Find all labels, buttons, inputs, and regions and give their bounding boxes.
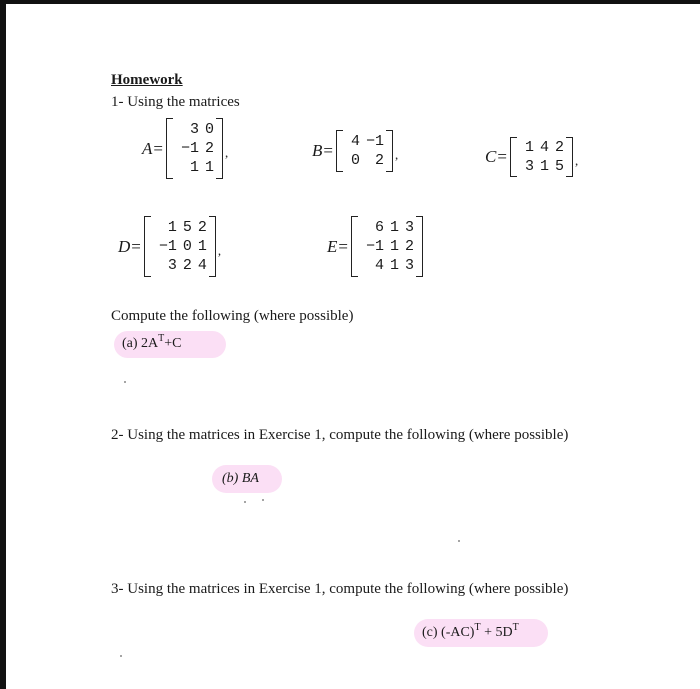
frame-top-border <box>0 0 700 4</box>
matrix-b-entry: 4 <box>350 133 360 150</box>
matrix-c-name: C <box>485 147 497 166</box>
matrix-a-entry: 2 <box>205 140 215 157</box>
matrix-a-entry: 1 <box>189 159 199 176</box>
matrix-d-name: D <box>118 236 131 256</box>
matrix-d-entry: 4 <box>197 257 207 274</box>
matrix-b-equals: = <box>323 141 333 160</box>
matrix-d-right-bracket <box>209 216 216 277</box>
matrix-a-equals: = <box>153 138 163 158</box>
matrix-e-entry: 3 <box>405 219 415 236</box>
matrix-c-right-bracket <box>566 137 573 177</box>
matrix-e-equals: = <box>338 236 348 256</box>
matrix-e-entry: −1 <box>365 238 384 255</box>
matrix-a-entry: −1 <box>180 140 199 157</box>
matrix-d-left-bracket <box>144 216 151 277</box>
matrix-b-entries <box>343 130 386 172</box>
heading: Homework <box>111 72 183 88</box>
q1-compute: Compute the following (where possible) <box>111 308 354 324</box>
matrix-d-entry: 0 <box>182 238 192 255</box>
q2-text: 2- Using the matrices in Exercise 1, compute the following (where possible) <box>111 427 569 443</box>
matrix-d-comma: , <box>217 242 222 258</box>
matrix-b-entry: 2 <box>375 152 385 169</box>
matrix-a-entry: 1 <box>205 159 215 176</box>
matrix-b <box>312 130 398 172</box>
matrix-a-entry: 0 <box>205 121 215 138</box>
matrix-e-entry: 1 <box>390 257 400 274</box>
part-a-sup: T <box>158 333 165 344</box>
part-c-sup2: T <box>512 622 519 633</box>
frame-left-border <box>0 0 6 689</box>
matrix-c-entry: 5 <box>554 158 564 175</box>
matrix-e <box>327 216 423 277</box>
matrix-d-entry: 5 <box>182 219 192 236</box>
matrix-e-left-bracket <box>351 216 358 277</box>
matrix-a-comma: , <box>225 144 229 160</box>
matrix-c-entry: 3 <box>524 158 534 175</box>
matrix-c-comma: , <box>574 153 579 168</box>
matrix-e-entry: 1 <box>390 219 400 236</box>
matrix-b-entry: −1 <box>366 133 385 150</box>
matrix-a <box>142 118 228 179</box>
matrix-b-left-bracket <box>336 130 343 172</box>
part-c <box>422 622 519 641</box>
matrix-b-name: B <box>312 141 323 160</box>
matrix-e-entry: 6 <box>374 219 384 236</box>
matrix-c-entry: 2 <box>554 139 564 156</box>
matrix-c-left-bracket <box>510 137 517 177</box>
matrix-e-name: E <box>327 236 338 256</box>
stray-mark <box>262 499 264 501</box>
matrix-b-right-bracket <box>386 130 393 172</box>
matrix-d-entry: 2 <box>182 257 192 274</box>
matrix-e-entry: 3 <box>405 257 415 274</box>
matrix-d-entries <box>151 216 209 277</box>
matrix-d-entry: 3 <box>167 257 177 274</box>
matrix-a-entries <box>173 118 216 179</box>
matrix-e-entry: 4 <box>374 257 384 274</box>
matrix-c-equals: = <box>497 147 507 166</box>
matrix-c <box>485 137 578 177</box>
matrix-c-entries <box>517 137 566 177</box>
matrix-a-entry: 3 <box>189 121 199 138</box>
matrix-d <box>118 216 221 277</box>
matrix-a-left-bracket <box>166 118 173 179</box>
stray-mark <box>458 540 460 542</box>
q1-intro: 1- Using the matrices <box>111 94 240 110</box>
part-a-label: (a) 2A <box>122 336 159 351</box>
matrix-c-entry: 1 <box>539 158 549 175</box>
part-b: (b) BA <box>222 471 259 486</box>
matrix-d-entry: 1 <box>167 219 177 236</box>
matrix-b-entry: 0 <box>350 152 360 169</box>
part-c-b: + 5D <box>480 625 513 640</box>
matrix-d-entry: 2 <box>197 219 207 236</box>
stray-mark <box>124 381 126 383</box>
matrix-d-entry: 1 <box>197 238 207 255</box>
matrix-e-right-bracket <box>416 216 423 277</box>
matrix-e-entry: 2 <box>405 238 415 255</box>
part-a <box>122 333 182 352</box>
matrix-a-name: A <box>142 138 153 158</box>
matrix-e-entries <box>358 216 416 277</box>
part-c-sup1: T <box>474 622 481 633</box>
matrix-c-entry: 1 <box>524 139 534 156</box>
stray-mark <box>244 501 246 503</box>
matrix-d-equals: = <box>131 236 141 256</box>
matrix-e-entry: 1 <box>390 238 400 255</box>
matrix-d-entry: −1 <box>158 238 177 255</box>
q3-text: 3- Using the matrices in Exercise 1, compute the following (where possible) <box>111 581 569 597</box>
part-c-a: (c) (-AC) <box>422 625 475 640</box>
stray-mark <box>120 655 122 657</box>
matrix-c-entry: 4 <box>539 139 549 156</box>
part-a-rest: +C <box>164 336 182 351</box>
matrix-b-comma: , <box>395 147 399 162</box>
matrix-a-right-bracket <box>216 118 223 179</box>
